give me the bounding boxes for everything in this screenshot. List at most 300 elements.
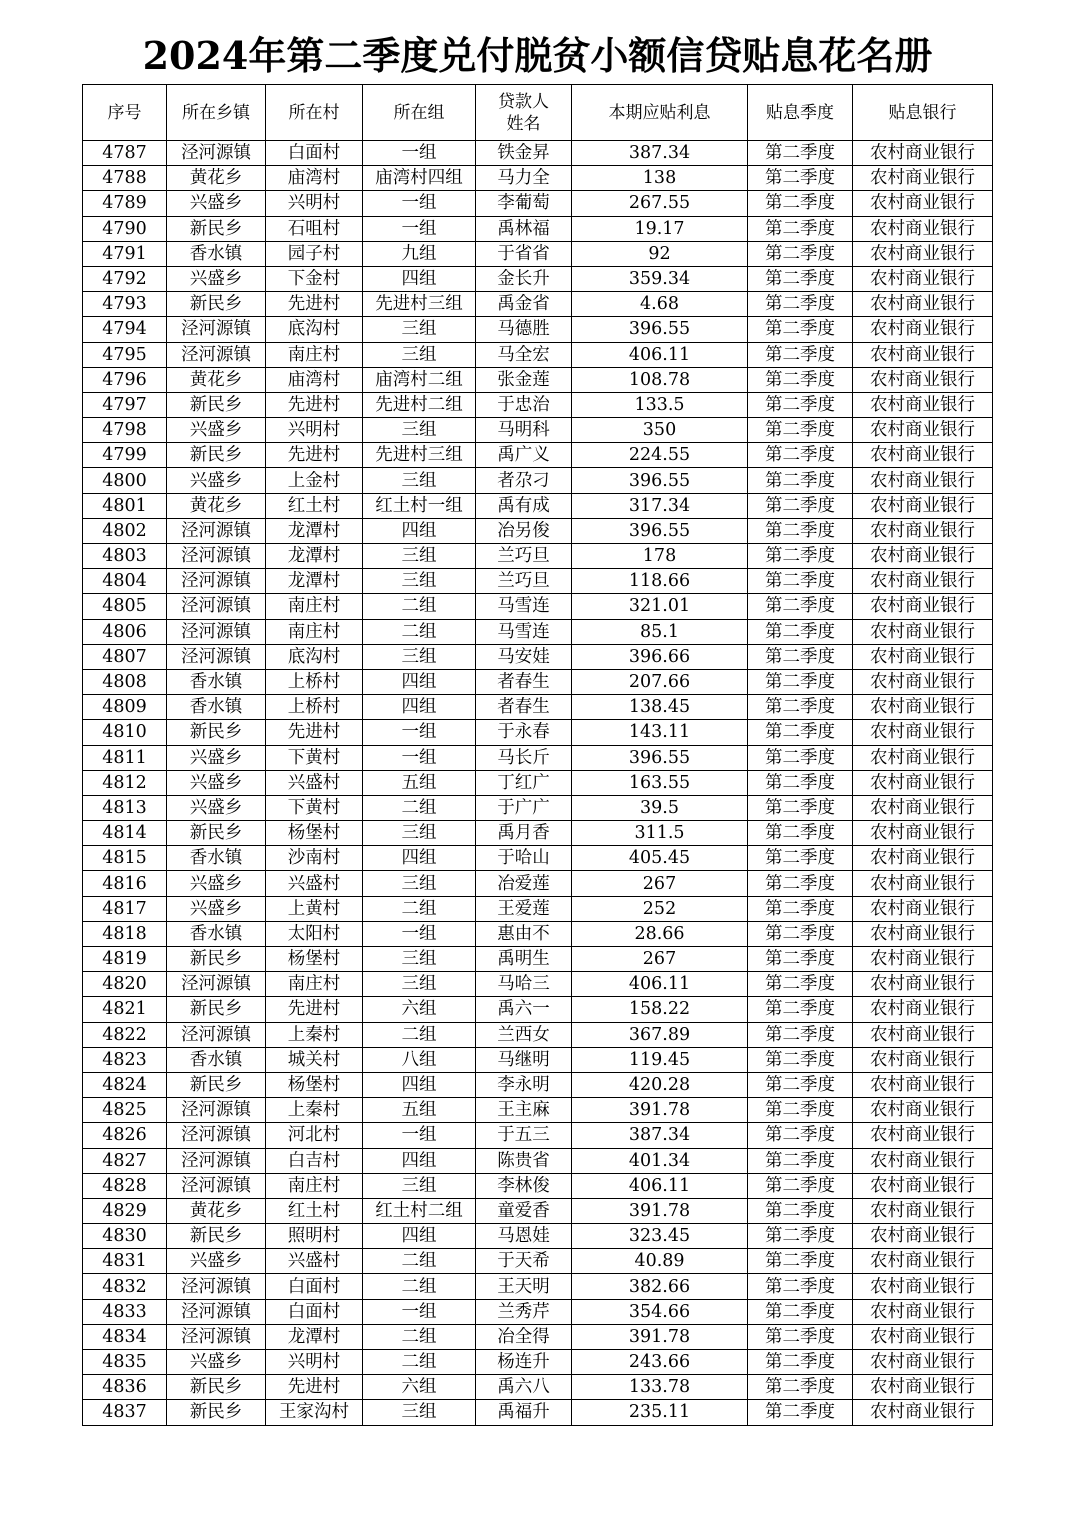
cell-serial-number: 4831 — [83, 1249, 167, 1274]
cell-quarter: 第二季度 — [748, 216, 853, 241]
cell-quarter: 第二季度 — [748, 266, 853, 291]
cell-serial-number: 4800 — [83, 468, 167, 493]
cell-borrower-name: 禹六八 — [476, 1375, 572, 1400]
cell-village: 上桥村 — [266, 669, 363, 694]
cell-interest-amount: 359.34 — [572, 266, 748, 291]
cell-village: 南庄村 — [266, 1173, 363, 1198]
cell-bank: 农村商业银行 — [853, 720, 993, 745]
cell-serial-number: 4797 — [83, 392, 167, 417]
cell-group: 三组 — [363, 821, 476, 846]
cell-interest-amount: 92 — [572, 241, 748, 266]
cell-village: 先进村 — [266, 1375, 363, 1400]
cell-village: 园子村 — [266, 241, 363, 266]
cell-serial-number: 4792 — [83, 266, 167, 291]
cell-quarter: 第二季度 — [748, 544, 853, 569]
table-header-row — [83, 85, 993, 141]
header-group: 所在组 — [363, 85, 476, 141]
cell-group: 三组 — [363, 1400, 476, 1425]
table-row — [83, 443, 993, 468]
cell-serial-number: 4829 — [83, 1198, 167, 1223]
cell-quarter: 第二季度 — [748, 1098, 853, 1123]
cell-village: 杨堡村 — [266, 947, 363, 972]
cell-township: 泾河源镇 — [167, 1123, 266, 1148]
cell-village: 白面村 — [266, 1299, 363, 1324]
cell-bank: 农村商业银行 — [853, 997, 993, 1022]
cell-interest-amount: 323.45 — [572, 1224, 748, 1249]
table-row — [83, 1123, 993, 1148]
cell-group: 先进村三组 — [363, 443, 476, 468]
cell-serial-number: 4790 — [83, 216, 167, 241]
cell-township: 兴盛乡 — [167, 896, 266, 921]
cell-serial-number: 4793 — [83, 292, 167, 317]
table-row — [83, 947, 993, 972]
table-row — [83, 720, 993, 745]
table-row — [83, 1324, 993, 1349]
table-row — [83, 695, 993, 720]
cell-borrower-name: 马全宏 — [476, 342, 572, 367]
cell-bank: 农村商业银行 — [853, 1173, 993, 1198]
cell-interest-amount: 267 — [572, 947, 748, 972]
cell-serial-number: 4799 — [83, 443, 167, 468]
cell-bank: 农村商业银行 — [853, 1148, 993, 1173]
cell-interest-amount: 19.17 — [572, 216, 748, 241]
cell-interest-amount: 396.66 — [572, 644, 748, 669]
table-row — [83, 166, 993, 191]
table-row — [83, 594, 993, 619]
cell-village: 先进村 — [266, 720, 363, 745]
cell-interest-amount: 391.78 — [572, 1098, 748, 1123]
cell-serial-number: 4820 — [83, 972, 167, 997]
table-row — [83, 292, 993, 317]
cell-bank: 农村商业银行 — [853, 1098, 993, 1123]
cell-village: 龙潭村 — [266, 569, 363, 594]
cell-bank: 农村商业银行 — [853, 695, 993, 720]
cell-interest-amount: 401.34 — [572, 1148, 748, 1173]
cell-interest-amount: 317.34 — [572, 493, 748, 518]
cell-township: 兴盛乡 — [167, 191, 266, 216]
table-row — [83, 544, 993, 569]
cell-bank: 农村商业银行 — [853, 770, 993, 795]
table-row — [83, 1299, 993, 1324]
cell-interest-amount: 119.45 — [572, 1047, 748, 1072]
cell-village: 南庄村 — [266, 342, 363, 367]
cell-quarter: 第二季度 — [748, 770, 853, 795]
cell-group: 二组 — [363, 1324, 476, 1349]
cell-bank: 农村商业银行 — [853, 418, 993, 443]
cell-village: 王家沟村 — [266, 1400, 363, 1425]
cell-bank: 农村商业银行 — [853, 1375, 993, 1400]
table-row — [83, 896, 993, 921]
cell-township: 香水镇 — [167, 1047, 266, 1072]
cell-group: 六组 — [363, 997, 476, 1022]
cell-serial-number: 4787 — [83, 141, 167, 166]
cell-interest-amount: 158.22 — [572, 997, 748, 1022]
cell-township: 新民乡 — [167, 443, 266, 468]
cell-township: 新民乡 — [167, 821, 266, 846]
cell-village: 兴明村 — [266, 191, 363, 216]
cell-quarter: 第二季度 — [748, 317, 853, 342]
table-row — [83, 1400, 993, 1425]
cell-bank: 农村商业银行 — [853, 669, 993, 694]
cell-serial-number: 4832 — [83, 1274, 167, 1299]
table-row — [83, 367, 993, 392]
cell-interest-amount: 267.55 — [572, 191, 748, 216]
cell-quarter: 第二季度 — [748, 846, 853, 871]
cell-group: 二组 — [363, 1274, 476, 1299]
cell-borrower-name: 冶另俊 — [476, 518, 572, 543]
cell-bank: 农村商业银行 — [853, 1400, 993, 1425]
cell-bank: 农村商业银行 — [853, 745, 993, 770]
cell-village: 底沟村 — [266, 644, 363, 669]
cell-village: 城关村 — [266, 1047, 363, 1072]
cell-quarter: 第二季度 — [748, 1173, 853, 1198]
cell-village: 兴盛村 — [266, 871, 363, 896]
cell-bank: 农村商业银行 — [853, 1224, 993, 1249]
cell-serial-number: 4834 — [83, 1324, 167, 1349]
cell-group: 四组 — [363, 1072, 476, 1097]
cell-group: 二组 — [363, 1350, 476, 1375]
cell-quarter: 第二季度 — [748, 997, 853, 1022]
cell-township: 香水镇 — [167, 241, 266, 266]
table-row — [83, 745, 993, 770]
cell-interest-amount: 387.34 — [572, 141, 748, 166]
cell-serial-number: 4814 — [83, 821, 167, 846]
table-row — [83, 1198, 993, 1223]
cell-township: 泾河源镇 — [167, 569, 266, 594]
cell-borrower-name: 禹广义 — [476, 443, 572, 468]
cell-borrower-name: 于五三 — [476, 1123, 572, 1148]
cell-group: 三组 — [363, 342, 476, 367]
cell-bank: 农村商业银行 — [853, 544, 993, 569]
cell-borrower-name: 冶全得 — [476, 1324, 572, 1349]
cell-group: 二组 — [363, 1022, 476, 1047]
cell-interest-amount: 178 — [572, 544, 748, 569]
cell-group: 三组 — [363, 1173, 476, 1198]
cell-serial-number: 4822 — [83, 1022, 167, 1047]
cell-serial-number: 4791 — [83, 241, 167, 266]
table-body — [83, 141, 993, 1426]
cell-group: 三组 — [363, 947, 476, 972]
cell-bank: 农村商业银行 — [853, 266, 993, 291]
cell-township: 黄花乡 — [167, 493, 266, 518]
table-row — [83, 997, 993, 1022]
cell-township: 兴盛乡 — [167, 468, 266, 493]
cell-bank: 农村商业银行 — [853, 795, 993, 820]
cell-bank: 农村商业银行 — [853, 1047, 993, 1072]
cell-borrower-name: 李林俊 — [476, 1173, 572, 1198]
table-row — [83, 392, 993, 417]
cell-village: 龙潭村 — [266, 518, 363, 543]
cell-township: 兴盛乡 — [167, 266, 266, 291]
cell-borrower-name: 李永明 — [476, 1072, 572, 1097]
cell-village: 南庄村 — [266, 594, 363, 619]
cell-serial-number: 4833 — [83, 1299, 167, 1324]
header-bank: 贴息银行 — [853, 85, 993, 141]
cell-quarter: 第二季度 — [748, 745, 853, 770]
cell-bank: 农村商业银行 — [853, 569, 993, 594]
cell-serial-number: 4809 — [83, 695, 167, 720]
cell-bank: 农村商业银行 — [853, 1022, 993, 1047]
cell-group: 一组 — [363, 141, 476, 166]
cell-serial-number: 4817 — [83, 896, 167, 921]
cell-quarter: 第二季度 — [748, 896, 853, 921]
cell-quarter: 第二季度 — [748, 1350, 853, 1375]
cell-bank: 农村商业银行 — [853, 1274, 993, 1299]
cell-village: 上黄村 — [266, 896, 363, 921]
cell-serial-number: 4835 — [83, 1350, 167, 1375]
cell-township: 泾河源镇 — [167, 644, 266, 669]
cell-interest-amount: 40.89 — [572, 1249, 748, 1274]
cell-township: 泾河源镇 — [167, 1148, 266, 1173]
cell-borrower-name: 陈贵省 — [476, 1148, 572, 1173]
cell-borrower-name: 杨连升 — [476, 1350, 572, 1375]
cell-quarter: 第二季度 — [748, 1198, 853, 1223]
cell-township: 新民乡 — [167, 1224, 266, 1249]
cell-village: 太阳村 — [266, 921, 363, 946]
cell-village: 庙湾村 — [266, 367, 363, 392]
cell-serial-number: 4830 — [83, 1224, 167, 1249]
cell-bank: 农村商业银行 — [853, 947, 993, 972]
cell-borrower-name: 铁金昇 — [476, 141, 572, 166]
cell-interest-amount: 243.66 — [572, 1350, 748, 1375]
cell-borrower-name: 冶爱莲 — [476, 871, 572, 896]
table-row — [83, 468, 993, 493]
cell-borrower-name: 李葡萄 — [476, 191, 572, 216]
cell-interest-amount: 391.78 — [572, 1198, 748, 1223]
table-row — [83, 1098, 993, 1123]
cell-group: 三组 — [363, 317, 476, 342]
cell-group: 四组 — [363, 695, 476, 720]
cell-township: 泾河源镇 — [167, 518, 266, 543]
cell-borrower-name: 童爱香 — [476, 1198, 572, 1223]
cell-bank: 农村商业银行 — [853, 317, 993, 342]
cell-borrower-name: 惠由不 — [476, 921, 572, 946]
cell-quarter: 第二季度 — [748, 1072, 853, 1097]
cell-serial-number: 4802 — [83, 518, 167, 543]
cell-interest-amount: 207.66 — [572, 669, 748, 694]
cell-interest-amount: 396.55 — [572, 317, 748, 342]
cell-serial-number: 4798 — [83, 418, 167, 443]
cell-village: 照明村 — [266, 1224, 363, 1249]
cell-village: 南庄村 — [266, 972, 363, 997]
table-row — [83, 669, 993, 694]
table-row — [83, 1350, 993, 1375]
cell-serial-number: 4815 — [83, 846, 167, 871]
cell-serial-number: 4826 — [83, 1123, 167, 1148]
cell-bank: 农村商业银行 — [853, 972, 993, 997]
cell-serial-number: 4801 — [83, 493, 167, 518]
cell-borrower-name: 于广广 — [476, 795, 572, 820]
cell-serial-number: 4823 — [83, 1047, 167, 1072]
cell-borrower-name: 者春生 — [476, 669, 572, 694]
cell-serial-number: 4837 — [83, 1400, 167, 1425]
cell-group: 五组 — [363, 770, 476, 795]
cell-group: 三组 — [363, 418, 476, 443]
table-row — [83, 317, 993, 342]
table-row — [83, 871, 993, 896]
cell-bank: 农村商业银行 — [853, 493, 993, 518]
cell-interest-amount: 382.66 — [572, 1274, 748, 1299]
cell-quarter: 第二季度 — [748, 821, 853, 846]
cell-village: 上金村 — [266, 468, 363, 493]
cell-borrower-name: 于天希 — [476, 1249, 572, 1274]
cell-bank: 农村商业银行 — [853, 367, 993, 392]
cell-township: 泾河源镇 — [167, 1098, 266, 1123]
cell-village: 白面村 — [266, 141, 363, 166]
cell-group: 九组 — [363, 241, 476, 266]
cell-bank: 农村商业银行 — [853, 292, 993, 317]
cell-village: 先进村 — [266, 443, 363, 468]
cell-bank: 农村商业银行 — [853, 518, 993, 543]
cell-village: 先进村 — [266, 392, 363, 417]
cell-group: 二组 — [363, 896, 476, 921]
cell-bank: 农村商业银行 — [853, 619, 993, 644]
cell-group: 庙湾村二组 — [363, 367, 476, 392]
cell-borrower-name: 张金莲 — [476, 367, 572, 392]
table-row — [83, 821, 993, 846]
cell-township: 新民乡 — [167, 392, 266, 417]
cell-village: 下黄村 — [266, 795, 363, 820]
cell-township: 香水镇 — [167, 669, 266, 694]
cell-township: 新民乡 — [167, 720, 266, 745]
cell-quarter: 第二季度 — [748, 695, 853, 720]
cell-borrower-name: 禹金省 — [476, 292, 572, 317]
table-row — [83, 1274, 993, 1299]
cell-interest-amount: 405.45 — [572, 846, 748, 871]
cell-bank: 农村商业银行 — [853, 846, 993, 871]
cell-village: 兴明村 — [266, 1350, 363, 1375]
table-row — [83, 1173, 993, 1198]
table-row — [83, 191, 993, 216]
cell-group: 红土村二组 — [363, 1198, 476, 1223]
cell-borrower-name: 马力全 — [476, 166, 572, 191]
cell-borrower-name: 兰巧旦 — [476, 544, 572, 569]
cell-village: 沙南村 — [266, 846, 363, 871]
cell-township: 新民乡 — [167, 1072, 266, 1097]
cell-quarter: 第二季度 — [748, 871, 853, 896]
cell-interest-amount: 354.66 — [572, 1299, 748, 1324]
cell-interest-amount: 396.55 — [572, 518, 748, 543]
table-row — [83, 266, 993, 291]
cell-township: 兴盛乡 — [167, 1350, 266, 1375]
cell-quarter: 第二季度 — [748, 392, 853, 417]
cell-village: 庙湾村 — [266, 166, 363, 191]
cell-quarter: 第二季度 — [748, 619, 853, 644]
cell-village: 上秦村 — [266, 1098, 363, 1123]
cell-quarter: 第二季度 — [748, 241, 853, 266]
cell-quarter: 第二季度 — [748, 141, 853, 166]
cell-group: 六组 — [363, 1375, 476, 1400]
cell-village: 底沟村 — [266, 317, 363, 342]
cell-interest-amount: 133.78 — [572, 1375, 748, 1400]
cell-serial-number: 4788 — [83, 166, 167, 191]
cell-quarter: 第二季度 — [748, 644, 853, 669]
cell-quarter: 第二季度 — [748, 1299, 853, 1324]
cell-serial-number: 4810 — [83, 720, 167, 745]
cell-quarter: 第二季度 — [748, 1375, 853, 1400]
cell-group: 一组 — [363, 921, 476, 946]
table-row — [83, 1072, 993, 1097]
cell-village: 杨堡村 — [266, 821, 363, 846]
cell-interest-amount: 108.78 — [572, 367, 748, 392]
cell-borrower-name: 马德胜 — [476, 317, 572, 342]
cell-village: 下金村 — [266, 266, 363, 291]
cell-township: 泾河源镇 — [167, 619, 266, 644]
table-row — [83, 216, 993, 241]
cell-quarter: 第二季度 — [748, 594, 853, 619]
cell-serial-number: 4806 — [83, 619, 167, 644]
cell-village: 龙潭村 — [266, 544, 363, 569]
cell-bank: 农村商业银行 — [853, 241, 993, 266]
cell-serial-number: 4808 — [83, 669, 167, 694]
cell-village: 兴盛村 — [266, 770, 363, 795]
cell-interest-amount: 138.45 — [572, 695, 748, 720]
cell-group: 四组 — [363, 669, 476, 694]
cell-township: 新民乡 — [167, 947, 266, 972]
cell-quarter: 第二季度 — [748, 1400, 853, 1425]
cell-group: 四组 — [363, 846, 476, 871]
cell-interest-amount: 224.55 — [572, 443, 748, 468]
cell-township: 泾河源镇 — [167, 1274, 266, 1299]
cell-serial-number: 4828 — [83, 1173, 167, 1198]
cell-bank: 农村商业银行 — [853, 443, 993, 468]
table-row — [83, 241, 993, 266]
cell-borrower-name: 兰巧旦 — [476, 569, 572, 594]
cell-group: 三组 — [363, 544, 476, 569]
cell-quarter: 第二季度 — [748, 1123, 853, 1148]
cell-quarter: 第二季度 — [748, 518, 853, 543]
cell-township: 黄花乡 — [167, 1198, 266, 1223]
cell-interest-amount: 406.11 — [572, 972, 748, 997]
cell-group: 五组 — [363, 1098, 476, 1123]
cell-bank: 农村商业银行 — [853, 166, 993, 191]
cell-borrower-name: 马哈三 — [476, 972, 572, 997]
cell-township: 泾河源镇 — [167, 1324, 266, 1349]
cell-interest-amount: 252 — [572, 896, 748, 921]
cell-borrower-name: 王天明 — [476, 1274, 572, 1299]
cell-serial-number: 4827 — [83, 1148, 167, 1173]
cell-interest-amount: 396.55 — [572, 745, 748, 770]
cell-group: 三组 — [363, 871, 476, 896]
cell-quarter: 第二季度 — [748, 720, 853, 745]
cell-interest-amount: 133.5 — [572, 392, 748, 417]
cell-township: 泾河源镇 — [167, 594, 266, 619]
header-borrower-name: 贷款人 姓名 — [476, 85, 572, 141]
cell-bank: 农村商业银行 — [853, 1198, 993, 1223]
cell-interest-amount: 391.78 — [572, 1324, 748, 1349]
cell-village: 先进村 — [266, 292, 363, 317]
cell-group: 一组 — [363, 216, 476, 241]
header-quarter: 贴息季度 — [748, 85, 853, 141]
cell-bank: 农村商业银行 — [853, 1350, 993, 1375]
cell-group: 四组 — [363, 518, 476, 543]
cell-serial-number: 4824 — [83, 1072, 167, 1097]
cell-group: 二组 — [363, 619, 476, 644]
cell-borrower-name: 于省省 — [476, 241, 572, 266]
cell-township: 泾河源镇 — [167, 1173, 266, 1198]
cell-quarter: 第二季度 — [748, 795, 853, 820]
cell-quarter: 第二季度 — [748, 292, 853, 317]
cell-interest-amount: 118.66 — [572, 569, 748, 594]
cell-borrower-name: 于哈山 — [476, 846, 572, 871]
cell-group: 一组 — [363, 745, 476, 770]
table-row — [83, 921, 993, 946]
cell-interest-amount: 85.1 — [572, 619, 748, 644]
cell-serial-number: 4825 — [83, 1098, 167, 1123]
table-row — [83, 1224, 993, 1249]
cell-group: 三组 — [363, 972, 476, 997]
cell-serial-number: 4795 — [83, 342, 167, 367]
